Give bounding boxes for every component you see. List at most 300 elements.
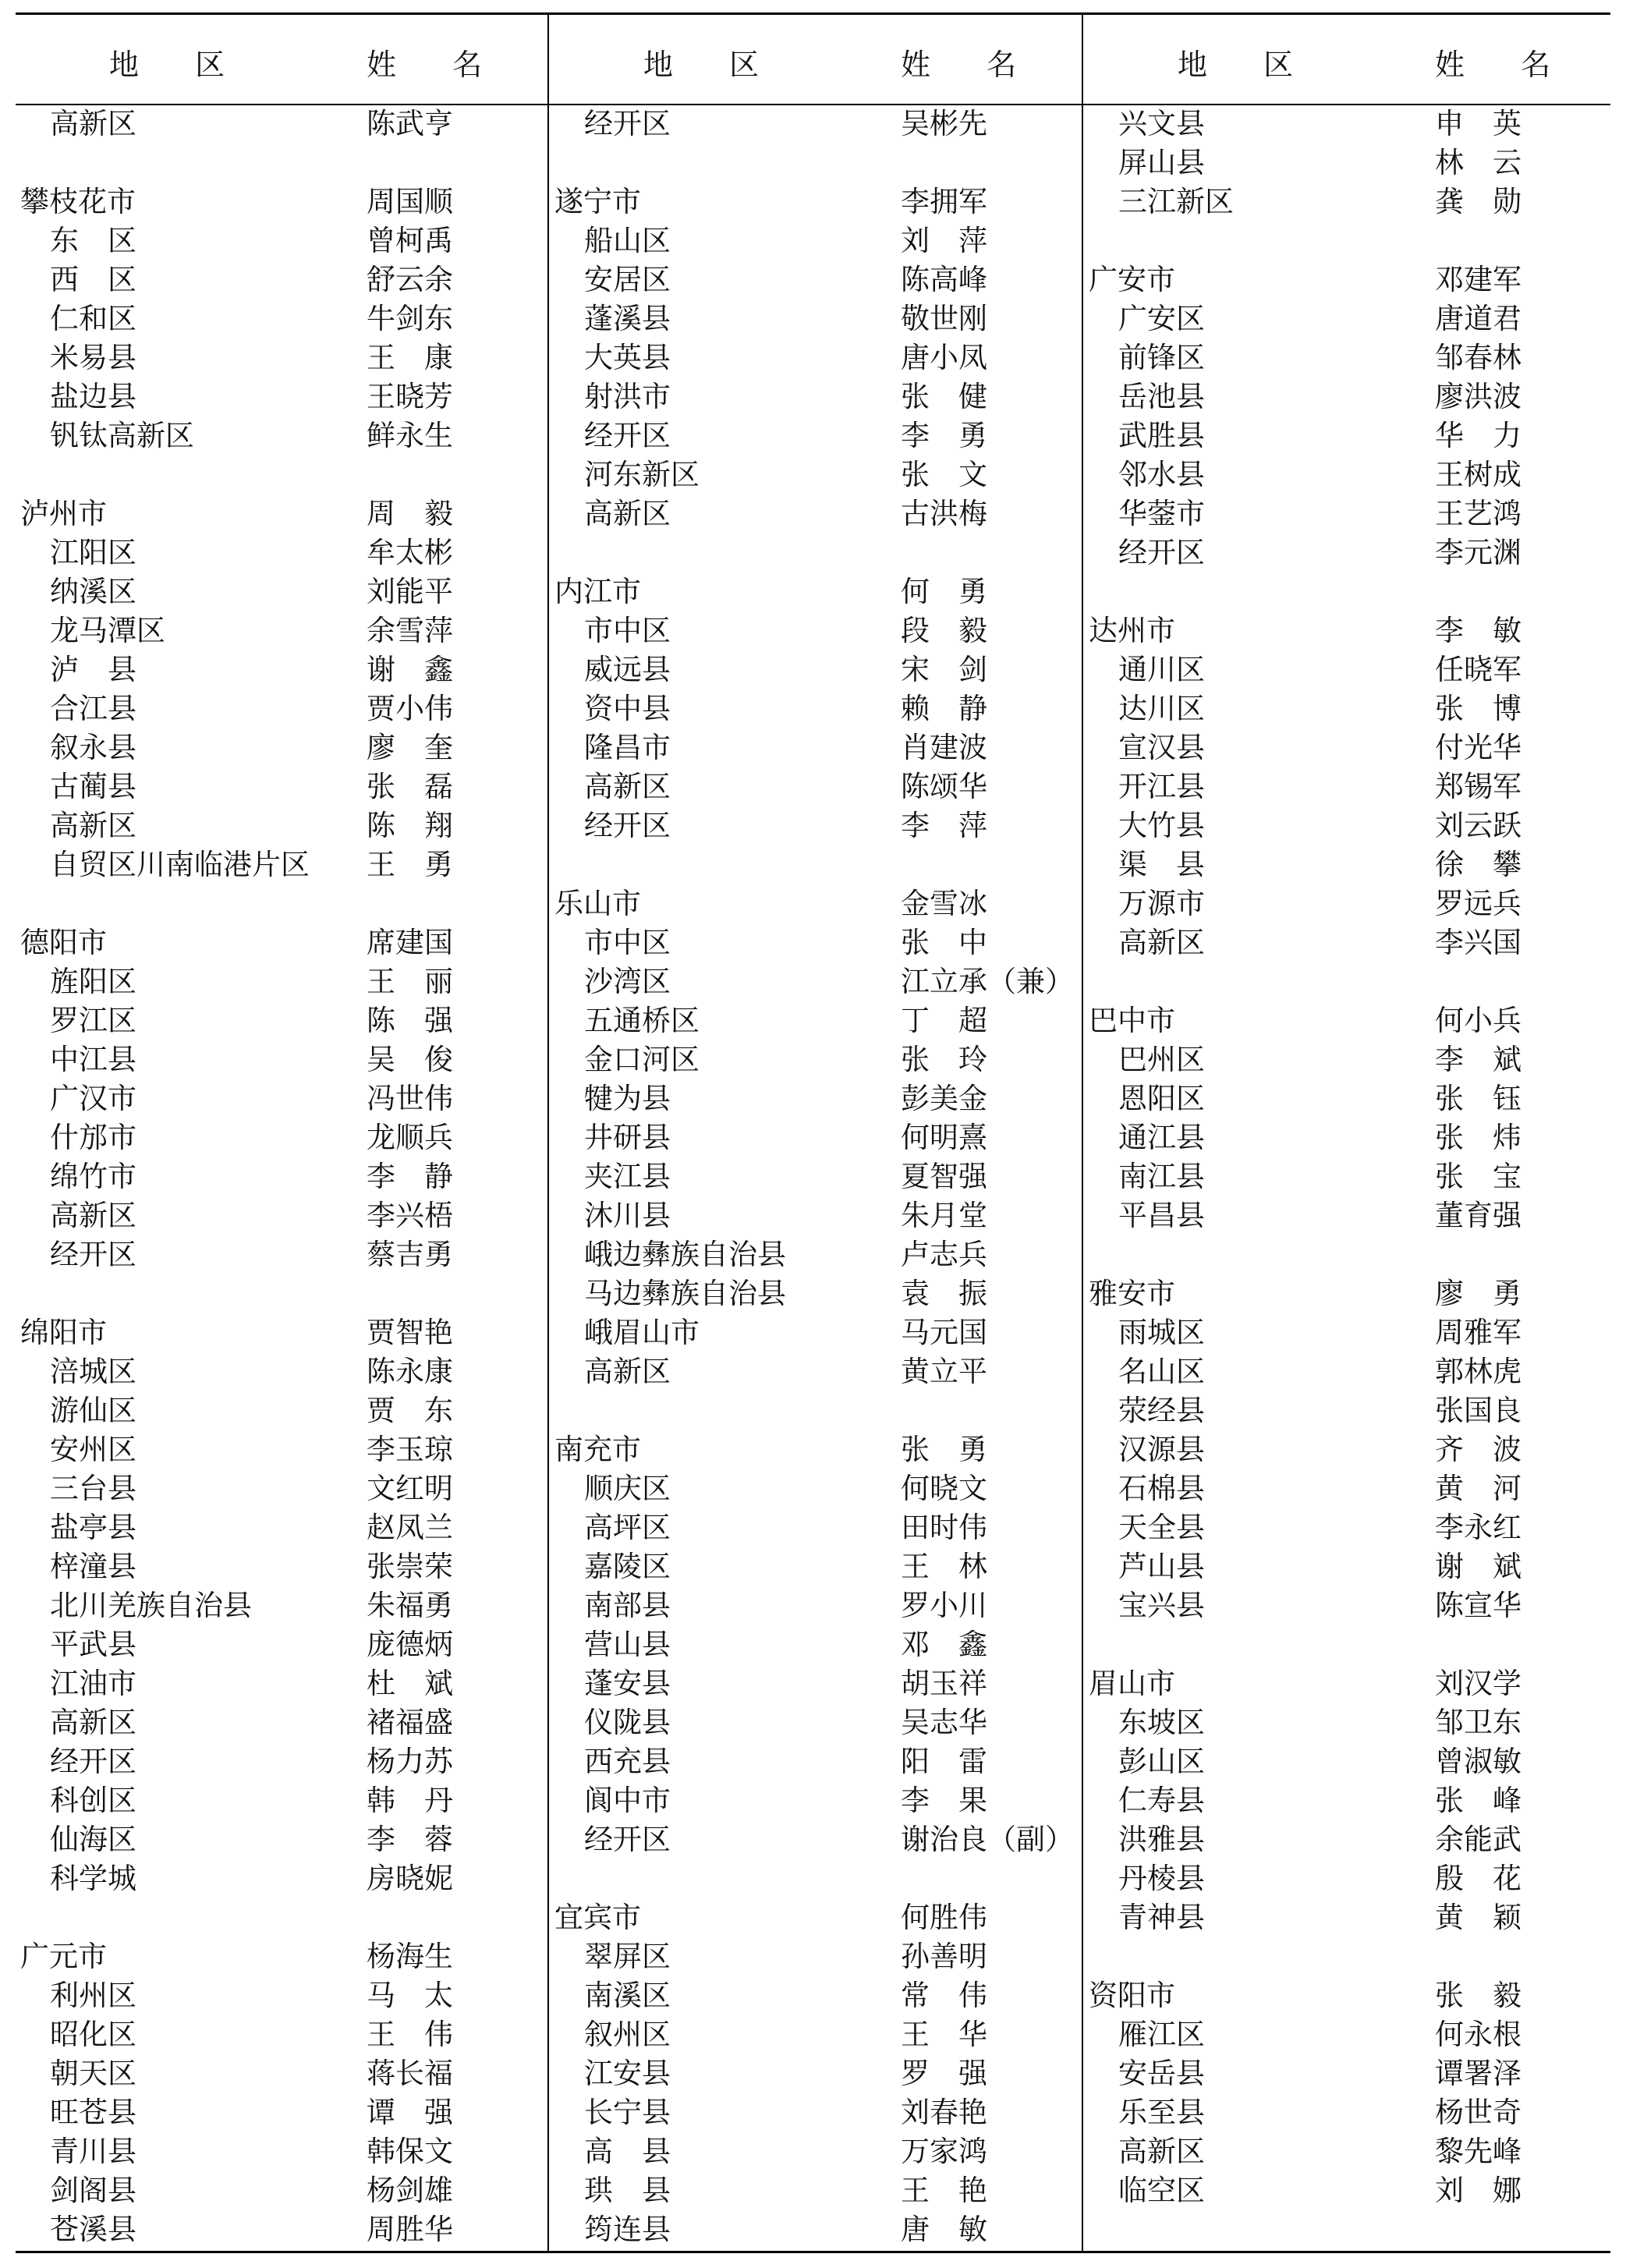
table-row: [550, 2015, 1080, 2054]
table-row: [1084, 1352, 1610, 1391]
city-name: 广元市: [20, 1940, 107, 1973]
district-name: 马边彝族自治县: [584, 1277, 786, 1310]
person-name: 韩 丹: [367, 1784, 453, 1817]
table-row: [16, 923, 546, 962]
district-name: 苍溪县: [50, 2213, 136, 2246]
district-name: 峨边彝族自治县: [584, 1238, 786, 1271]
person-name: 陈武亨: [367, 107, 453, 140]
district-name: 乐至县: [1118, 2096, 1205, 2129]
district-name: 临空区: [1118, 2174, 1205, 2207]
district-name: 游仙区: [50, 1394, 136, 1427]
person-name: 谢治良（副）: [901, 1823, 1074, 1856]
table-row: [550, 494, 1080, 533]
person-name: 李 静: [367, 1160, 453, 1193]
person-name: 华 力: [1435, 419, 1521, 452]
district-name: 平昌县: [1118, 1199, 1205, 1232]
table-row: [550, 1625, 1080, 1664]
person-name: 舒云余: [367, 263, 453, 296]
column-divider: [547, 12, 549, 2253]
table-row: [1084, 1586, 1610, 1625]
table-row: [1084, 338, 1610, 377]
person-name: 赖 静: [901, 692, 987, 725]
district-name: 高新区: [50, 1199, 136, 1232]
person-name: 李 斌: [1435, 1043, 1521, 1076]
person-name: 龚 勋: [1435, 185, 1521, 218]
table-row: [16, 533, 546, 572]
person-name: 付光华: [1435, 731, 1521, 764]
person-name: 申 英: [1435, 107, 1521, 140]
table-row: [16, 2015, 546, 2054]
district-name: 高新区: [584, 497, 671, 530]
person-name: 朱月堂: [901, 1199, 987, 1232]
district-name: 青神县: [1118, 1901, 1205, 1934]
row-list: [550, 104, 1080, 2249]
district-name: 盐亭县: [50, 1511, 136, 1544]
table-row: [550, 1313, 1080, 1352]
table-row: [550, 728, 1080, 767]
row-list: [16, 104, 546, 2249]
person-name: 袁 振: [901, 1277, 987, 1310]
person-name: 张 中: [901, 926, 987, 959]
district-name: 科创区: [50, 1784, 136, 1817]
district-name: 五通桥区: [584, 1004, 700, 1037]
person-name: 龙顺兵: [367, 1121, 453, 1154]
table-row: [16, 104, 546, 143]
person-name: 王 伟: [367, 2018, 453, 2051]
name-header: 姓 名: [901, 48, 1040, 82]
person-name: 王 林: [901, 1550, 987, 1583]
person-name: 江立承（兼）: [901, 965, 1074, 998]
table-row: [1084, 923, 1610, 962]
district-name: 巴州区: [1118, 1043, 1205, 1076]
table-row: [1084, 1976, 1610, 2015]
person-name: 卢志兵: [901, 1238, 987, 1271]
district-name: 安州区: [50, 1433, 136, 1466]
district-name: 沙湾区: [584, 965, 671, 998]
table-row: [16, 182, 546, 221]
district-name: 高坪区: [584, 1511, 671, 1544]
city-name: 内江市: [554, 575, 641, 608]
person-name: 夏智强: [901, 1160, 987, 1193]
person-name: 何 勇: [901, 575, 987, 608]
district-name: 金口河区: [584, 1043, 700, 1076]
district-name: 兴文县: [1118, 107, 1205, 140]
district-name: 洪雅县: [1118, 1823, 1205, 1856]
district-name: 彭山区: [1118, 1745, 1205, 1778]
table-row: [550, 806, 1080, 845]
table-row: [1084, 845, 1610, 884]
table-row: [16, 1391, 546, 1430]
district-name: 汉源县: [1118, 1433, 1205, 1466]
district-name: 科学城: [50, 1862, 136, 1895]
table-row: [550, 104, 1080, 143]
district-name: 雨城区: [1118, 1316, 1205, 1349]
person-name: 杨剑雄: [367, 2174, 453, 2207]
district-name: 石棉县: [1118, 1472, 1205, 1505]
table-row: [16, 1820, 546, 1859]
district-name: 青川县: [50, 2135, 136, 2168]
table-row: [16, 767, 546, 806]
table-row: [1084, 2015, 1610, 2054]
person-name: 房晓妮: [367, 1862, 453, 1895]
table-row: [1084, 1040, 1610, 1079]
district-name: 恩阳区: [1118, 1082, 1205, 1115]
table-row: [550, 1820, 1080, 1859]
table-row: [550, 2171, 1080, 2210]
person-name: 吴彬先: [901, 107, 987, 140]
table-row: [550, 923, 1080, 962]
table-row: [16, 1430, 546, 1469]
district-name: 西充县: [584, 1745, 671, 1778]
district-name: 南溪区: [584, 1979, 671, 2012]
district-name: 东坡区: [1118, 1706, 1205, 1739]
person-name: 谭署泽: [1435, 2057, 1521, 2090]
district-name: 市中区: [584, 614, 671, 647]
table-row: [16, 1625, 546, 1664]
table-row: [550, 1586, 1080, 1625]
district-name: 前锋区: [1118, 341, 1205, 374]
district-name: 旺苍县: [50, 2096, 136, 2129]
table-row: [550, 1430, 1080, 1469]
table-row: [550, 845, 1080, 884]
table-row: [16, 1196, 546, 1235]
table-row: [1084, 1937, 1610, 1976]
person-name: 李 萍: [901, 809, 987, 842]
city-name: 南充市: [554, 1433, 641, 1466]
district-name: 叙州区: [584, 2018, 671, 2051]
table-row: [550, 1703, 1080, 1742]
district-name: 荥经县: [1118, 1394, 1205, 1427]
district-name: 仙海区: [50, 1823, 136, 1856]
district-name: 宝兴县: [1118, 1589, 1205, 1622]
district-name: 什邡市: [50, 1121, 136, 1154]
district-name: 大英县: [584, 341, 671, 374]
district-name: 天全县: [1118, 1511, 1205, 1544]
table-row: [550, 1469, 1080, 1508]
district-name: 宣汉县: [1118, 731, 1205, 764]
table-row: [550, 689, 1080, 728]
table-row: [16, 962, 546, 1001]
city-name: 达州市: [1089, 614, 1175, 647]
person-name: 张 宝: [1435, 1160, 1521, 1193]
district-name: 泸 县: [50, 653, 136, 686]
district-name: 夹江县: [584, 1160, 671, 1193]
district-name: 江油市: [50, 1667, 136, 1700]
district-name: 高新区: [1118, 2135, 1205, 2168]
district-name: 威远县: [584, 653, 671, 686]
person-name: 席建国: [367, 926, 453, 959]
table-row: [16, 1508, 546, 1547]
table-row: [1084, 2054, 1610, 2093]
district-name: 岳池县: [1118, 380, 1205, 413]
district-name: 涪城区: [50, 1355, 136, 1388]
table-row: [1084, 1313, 1610, 1352]
person-name: 邓建军: [1435, 263, 1521, 296]
name-header: 姓 名: [1435, 48, 1575, 82]
person-name: 宋 剑: [901, 653, 987, 686]
person-name: 鲜永生: [367, 419, 453, 452]
table-row: [16, 1976, 546, 2015]
person-name: 文红明: [367, 1472, 453, 1505]
table-row: [16, 1781, 546, 1820]
person-name: 李永红: [1435, 1511, 1521, 1544]
district-name: 武胜县: [1118, 419, 1205, 452]
table-row: [16, 1079, 546, 1118]
table-row: [1084, 689, 1610, 728]
district-name: 三江新区: [1118, 185, 1234, 218]
table-row: [1084, 221, 1610, 260]
person-name: 周胜华: [367, 2213, 453, 2246]
table-row: [1084, 1079, 1610, 1118]
table-row: [550, 1040, 1080, 1079]
person-name: 林 云: [1435, 146, 1521, 179]
person-name: 赵凤兰: [367, 1511, 453, 1544]
name-header: 姓 名: [367, 48, 506, 82]
person-name: 丁 超: [901, 1004, 987, 1037]
city-name: 雅安市: [1089, 1277, 1175, 1310]
region-header: 地 区: [1178, 48, 1317, 82]
person-name: 刘云跃: [1435, 809, 1521, 842]
table-row: [16, 1937, 546, 1976]
district-name: 渠 县: [1118, 848, 1205, 881]
person-name: 李元渊: [1435, 536, 1521, 569]
table-row: [550, 2054, 1080, 2093]
table-row: [550, 1274, 1080, 1313]
district-name: 达川区: [1118, 692, 1205, 725]
person-name: 张 钰: [1435, 1082, 1521, 1115]
district-name: 钒钛高新区: [50, 419, 194, 452]
table-row: [1084, 611, 1610, 650]
column-header: [16, 12, 546, 104]
district-name: 安居区: [584, 263, 671, 296]
person-name: 王晓芳: [367, 380, 453, 413]
city-name: 宜宾市: [554, 1901, 641, 1934]
table-row: [1084, 494, 1610, 533]
person-name: 王 艳: [901, 2174, 987, 2207]
table-row: [550, 1547, 1080, 1586]
table-row: [550, 1742, 1080, 1781]
district-name: 船山区: [584, 224, 671, 257]
person-name: 陈宣华: [1435, 1589, 1521, 1622]
district-name: 经开区: [584, 107, 671, 140]
table-row: [1084, 2132, 1610, 2171]
district-name: 高新区: [50, 1706, 136, 1739]
person-name: 罗远兵: [1435, 887, 1521, 920]
district-name: 通江县: [1118, 1121, 1205, 1154]
person-name: 唐 敏: [901, 2213, 987, 2246]
person-name: 蔡吉勇: [367, 1238, 453, 1271]
person-name: 周国顺: [367, 185, 453, 218]
person-name: 冯世伟: [367, 1082, 453, 1115]
person-name: 李 果: [901, 1784, 987, 1817]
city-name: 资阳市: [1089, 1979, 1175, 2012]
person-name: 何胜伟: [901, 1901, 987, 1934]
person-name: 庞德炳: [367, 1628, 453, 1661]
district-name: 江安县: [584, 2057, 671, 2090]
table-row: [550, 1898, 1080, 1937]
person-name: 牛剑东: [367, 302, 453, 335]
table-column-3: [1084, 12, 1610, 2251]
city-name: 遂宁市: [554, 185, 641, 218]
table-row: [16, 1118, 546, 1157]
person-name: 田时伟: [901, 1511, 987, 1544]
person-name: 吴 俊: [367, 1043, 453, 1076]
table-row: [16, 572, 546, 611]
person-name: 肖建波: [901, 731, 987, 764]
district-name: 龙马潭区: [50, 614, 165, 647]
table-row: [16, 1157, 546, 1196]
city-name: 攀枝花市: [20, 185, 136, 218]
district-name: 高新区: [584, 770, 671, 803]
table-row: [550, 884, 1080, 923]
person-name: 刘 萍: [901, 224, 987, 257]
table-row: [1084, 1157, 1610, 1196]
table-row: [16, 1313, 546, 1352]
table-row: [16, 1547, 546, 1586]
table-row: [550, 767, 1080, 806]
table-row: [16, 2132, 546, 2171]
person-name: 何明熹: [901, 1121, 987, 1154]
person-name: 胡玉祥: [901, 1667, 987, 1700]
person-name: 周雅军: [1435, 1316, 1521, 1349]
district-name: 芦山县: [1118, 1550, 1205, 1583]
person-name: 李兴国: [1435, 926, 1521, 959]
person-name: 张 健: [901, 380, 987, 413]
table-row: [16, 2210, 546, 2249]
table-row: [16, 884, 546, 923]
table-row: [16, 416, 546, 455]
district-name: 射洪市: [584, 380, 671, 413]
district-name: 梓潼县: [50, 1550, 136, 1583]
person-name: 张 玲: [901, 1043, 987, 1076]
person-name: 廖 奎: [367, 731, 453, 764]
district-name: 高新区: [1118, 926, 1205, 959]
table-row: [550, 143, 1080, 182]
table-row: [550, 650, 1080, 689]
district-name: 阆中市: [584, 1784, 671, 1817]
person-name: 李兴梧: [367, 1199, 453, 1232]
district-name: 万源市: [1118, 887, 1205, 920]
person-name: 张 博: [1435, 692, 1521, 725]
person-name: 殷 花: [1435, 1862, 1521, 1895]
table-row: [16, 845, 546, 884]
table-row: [16, 1703, 546, 1742]
district-name: 旌阳区: [50, 965, 136, 998]
person-name: 陈 强: [367, 1004, 453, 1037]
person-name: 周 毅: [367, 497, 453, 530]
district-name: 高 县: [584, 2135, 671, 2168]
person-name: 孙善明: [901, 1940, 987, 1973]
district-name: 罗江区: [50, 1004, 136, 1037]
person-name: 曾柯禹: [367, 224, 453, 257]
district-name: 蓬溪县: [584, 302, 671, 335]
person-name: 刘汉学: [1435, 1667, 1521, 1700]
person-name: 蒋长福: [367, 2057, 453, 2090]
table-row: [550, 182, 1080, 221]
person-name: 罗 强: [901, 2057, 987, 2090]
table-row: [1084, 377, 1610, 416]
table-row: [550, 2132, 1080, 2171]
region-header: 地 区: [109, 48, 249, 82]
region-header: 地 区: [643, 48, 783, 82]
table-row: [550, 1001, 1080, 1040]
person-name: 刘 娜: [1435, 2174, 1521, 2207]
district-name: 华蓥市: [1118, 497, 1205, 530]
table-row: [1084, 1391, 1610, 1430]
person-name: 罗小川: [901, 1589, 987, 1622]
person-name: 贾小伟: [367, 692, 453, 725]
person-name: 常 伟: [901, 1979, 987, 2012]
district-name: 经开区: [50, 1745, 136, 1778]
table-row: [1084, 728, 1610, 767]
district-name: 翠屏区: [584, 1940, 671, 1973]
district-name: 营山县: [584, 1628, 671, 1661]
district-name: 仁和区: [50, 302, 136, 335]
person-name: 马 太: [367, 1979, 453, 2012]
district-name: 自贸区川南临港片区: [50, 848, 310, 881]
district-name: 丹棱县: [1118, 1862, 1205, 1895]
person-name: 廖洪波: [1435, 380, 1521, 413]
table-row: [550, 533, 1080, 572]
table-row: [16, 1859, 546, 1898]
table-row: [1084, 1703, 1610, 1742]
table-row: [550, 1352, 1080, 1391]
person-name: 张 文: [901, 458, 987, 491]
table-row: [1084, 416, 1610, 455]
table-row: [550, 572, 1080, 611]
person-name: 古洪梅: [901, 497, 987, 530]
table-row: [16, 1040, 546, 1079]
table-row: [1084, 2093, 1610, 2132]
table-column-1: [16, 12, 546, 2251]
table-row: [550, 377, 1080, 416]
table-row: [1084, 1742, 1610, 1781]
district-name: 北川羌族自治县: [50, 1589, 252, 1622]
city-name: 巴中市: [1089, 1004, 1175, 1037]
table-row: [1084, 884, 1610, 923]
table-row: [1084, 182, 1610, 221]
table-row: [16, 1898, 546, 1937]
person-name: 王艺鸿: [1435, 497, 1521, 530]
person-name: 杨力苏: [367, 1745, 453, 1778]
district-name: 嘉陵区: [584, 1550, 671, 1583]
person-name: 刘能平: [367, 575, 453, 608]
district-name: 屏山县: [1118, 146, 1205, 179]
person-name: 段 毅: [901, 614, 987, 647]
person-name: 廖 勇: [1435, 1277, 1521, 1310]
district-name: 安岳县: [1118, 2057, 1205, 2090]
table-row: [16, 611, 546, 650]
person-name: 王 勇: [367, 848, 453, 881]
person-name: 张国良: [1435, 1394, 1521, 1427]
district-name: 中江县: [50, 1043, 136, 1076]
table-row: [550, 1976, 1080, 2015]
person-name: 黄 河: [1435, 1472, 1521, 1505]
person-name: 王 康: [367, 341, 453, 374]
table-row: [16, 2054, 546, 2093]
district-name: 仪陇县: [584, 1706, 671, 1739]
table-row: [1084, 1235, 1610, 1274]
district-name: 合江县: [50, 692, 136, 725]
person-name: 谢 斌: [1435, 1550, 1521, 1583]
person-name: 贾智艳: [367, 1316, 453, 1349]
district-name: 隆昌市: [584, 731, 671, 764]
table-row: [550, 962, 1080, 1001]
person-name: 何小兵: [1435, 1004, 1521, 1037]
table-row: [16, 1742, 546, 1781]
table-row: [550, 2210, 1080, 2249]
district-name: 河东新区: [584, 458, 700, 491]
